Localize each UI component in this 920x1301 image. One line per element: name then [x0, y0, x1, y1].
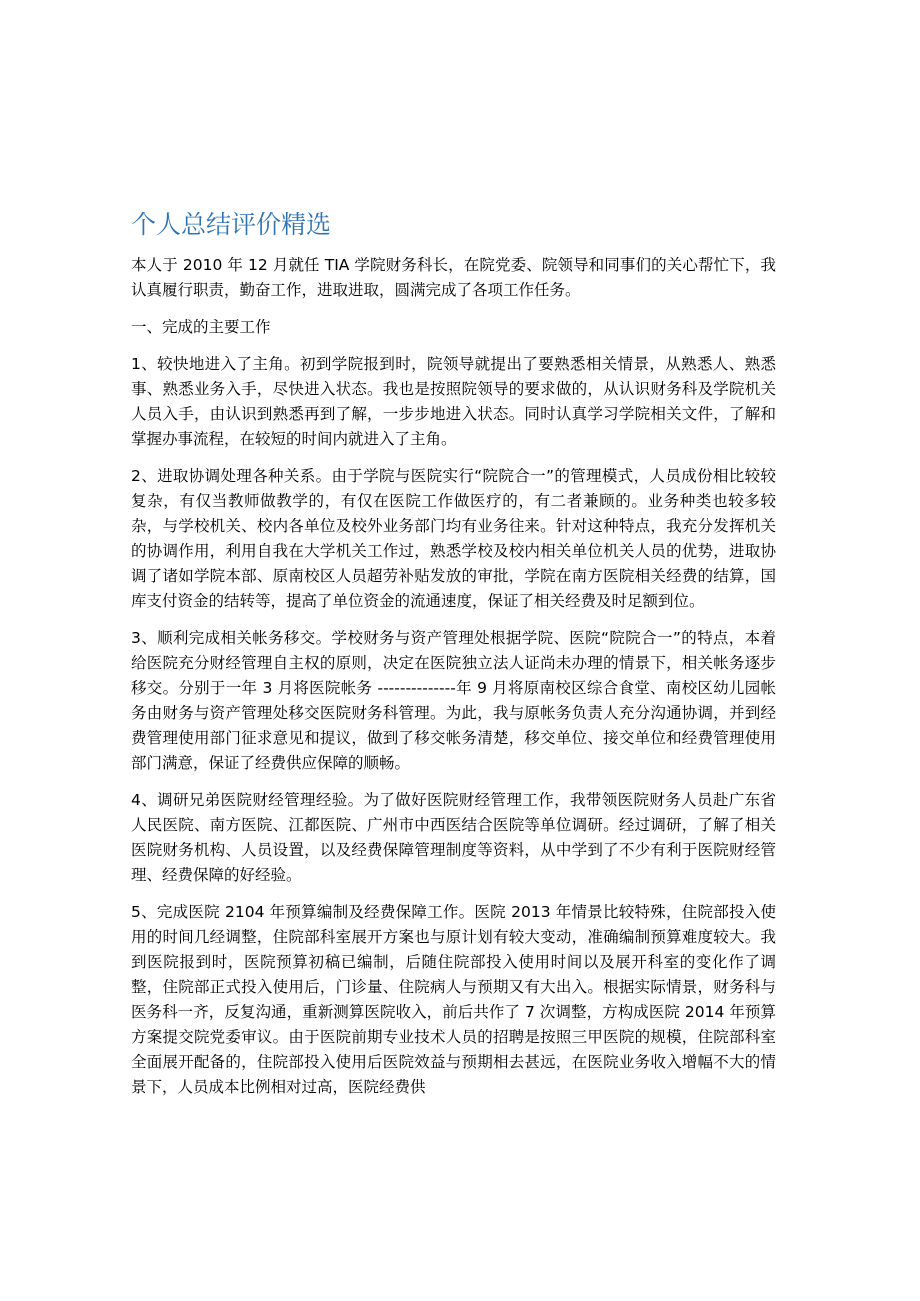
section-heading: 一、完成的主要工作 — [131, 318, 271, 336]
document-page — [131, 205, 776, 1112]
paragraph-item-2: 2、进取协调处理各种关系。由于学院与医院实行“院院合一”的管理模式，人员成份相比较较复杂，有仅当教师做教学的，有仅在医院工作做医疗的，有二者兼顾的。业务种类也较多较杂，与学校机关、校内各单位及校外业务部门均有业务往来。针对这种特点，我充分发挥机关的协调作用，利用自我在大学机关工作过，熟悉学校及校内相关单位机关人员的优势，进取协调了诸如学院本部、原南校区人员超劳补贴发放的审批，学院在南方医院相关经费的结算，国库支付资金的结转等，提高了单位资金的流通速度，保证了相关经费及时足额到位。 — [131, 467, 776, 610]
paragraph-item-4: 4、调研兄弟医院财经管理经验。为了做好医院财经管理工作，我带领医院财务人员赴广东省人民医院、南方医院、江都医院、广州市中西医结合医院等单位调研。经过调研，了解了相关医院财务机构、人员设置，以及经费保障管理制度等资料，从中学到了不少有利于医院财经管理、经费保障的好经验。 — [131, 791, 776, 884]
intro-paragraph: 本人于 2010 年 12 月就任 TIA 学院财务科长，在院党委、院领导和同事们的关心帮忙下，我认真履行职责，勤奋工作，进取进取，圆满完成了各项工作任务。 — [131, 256, 776, 299]
paragraph-item-5: 5、完成医院 2104 年预算编制及经费保障工作。医院 2013 年情景比较特殊，住院部投入使用的时间几经调整，住院部科室展开方案也与原计划有较大变动，准确编制预算难度较大。我到医院报到时，医院预算初稿已编制，后随住院部投入使用时间以及展开科室的变化作了调整，住院部正式投入使用后，门诊量、住院病人与预期又有大出入。根据实际情景，财务科与医务科一齐，反复沟通，重新测算医院收入，前后共作了 7 次调整，方构成医院 2014 年预算方案提交院党委审议。由于医院前期专业技术人员的招聘是按照三甲医院的规模，住院部科室全面展开配备的，住院部投入使用后医院效益与预期相去甚远，在医院业务收入增幅不大的情景下，人员成本比例相对过高，医院经费供 — [131, 903, 776, 1096]
paragraph-item-1: 1、较快地进入了主角。初到学院报到时，院领导就提出了要熟悉相关情景，从熟悉人、熟悉事、熟悉业务入手，尽快进入状态。我也是按照院领导的要求做的，从认识财务科及学院机关人员入手，由认识到熟悉再到了解，一步步地进入状态。同时认真学习学院相关文件，了解和掌握办事流程，在较短的时间内就进入了主角。 — [131, 355, 776, 448]
document-title: 个人总结评价精选 — [131, 210, 332, 239]
paragraph-item-3: 3、顺利完成相关帐务移交。学校财务与资产管理处根据学院、医院“院院合一”的特点，本着给医院充分财经管理自主权的原则，决定在医院独立法人证尚未办理的情景下，相关帐务逐步移交。分别于一年 3 月将医院帐务 --------------年 9 月将原南校区综合食堂、南校区幼儿园帐务由财务与资产管理处移交医院财务科管理。为此，我与原帐务负责人充分沟通协调，并到经费管理使用部门征求意见和提议，做到了移交帐务清楚，移交单位、接交单位和经费管理使用部门满意，保证了经费供应保障的顺畅。 — [131, 629, 776, 772]
